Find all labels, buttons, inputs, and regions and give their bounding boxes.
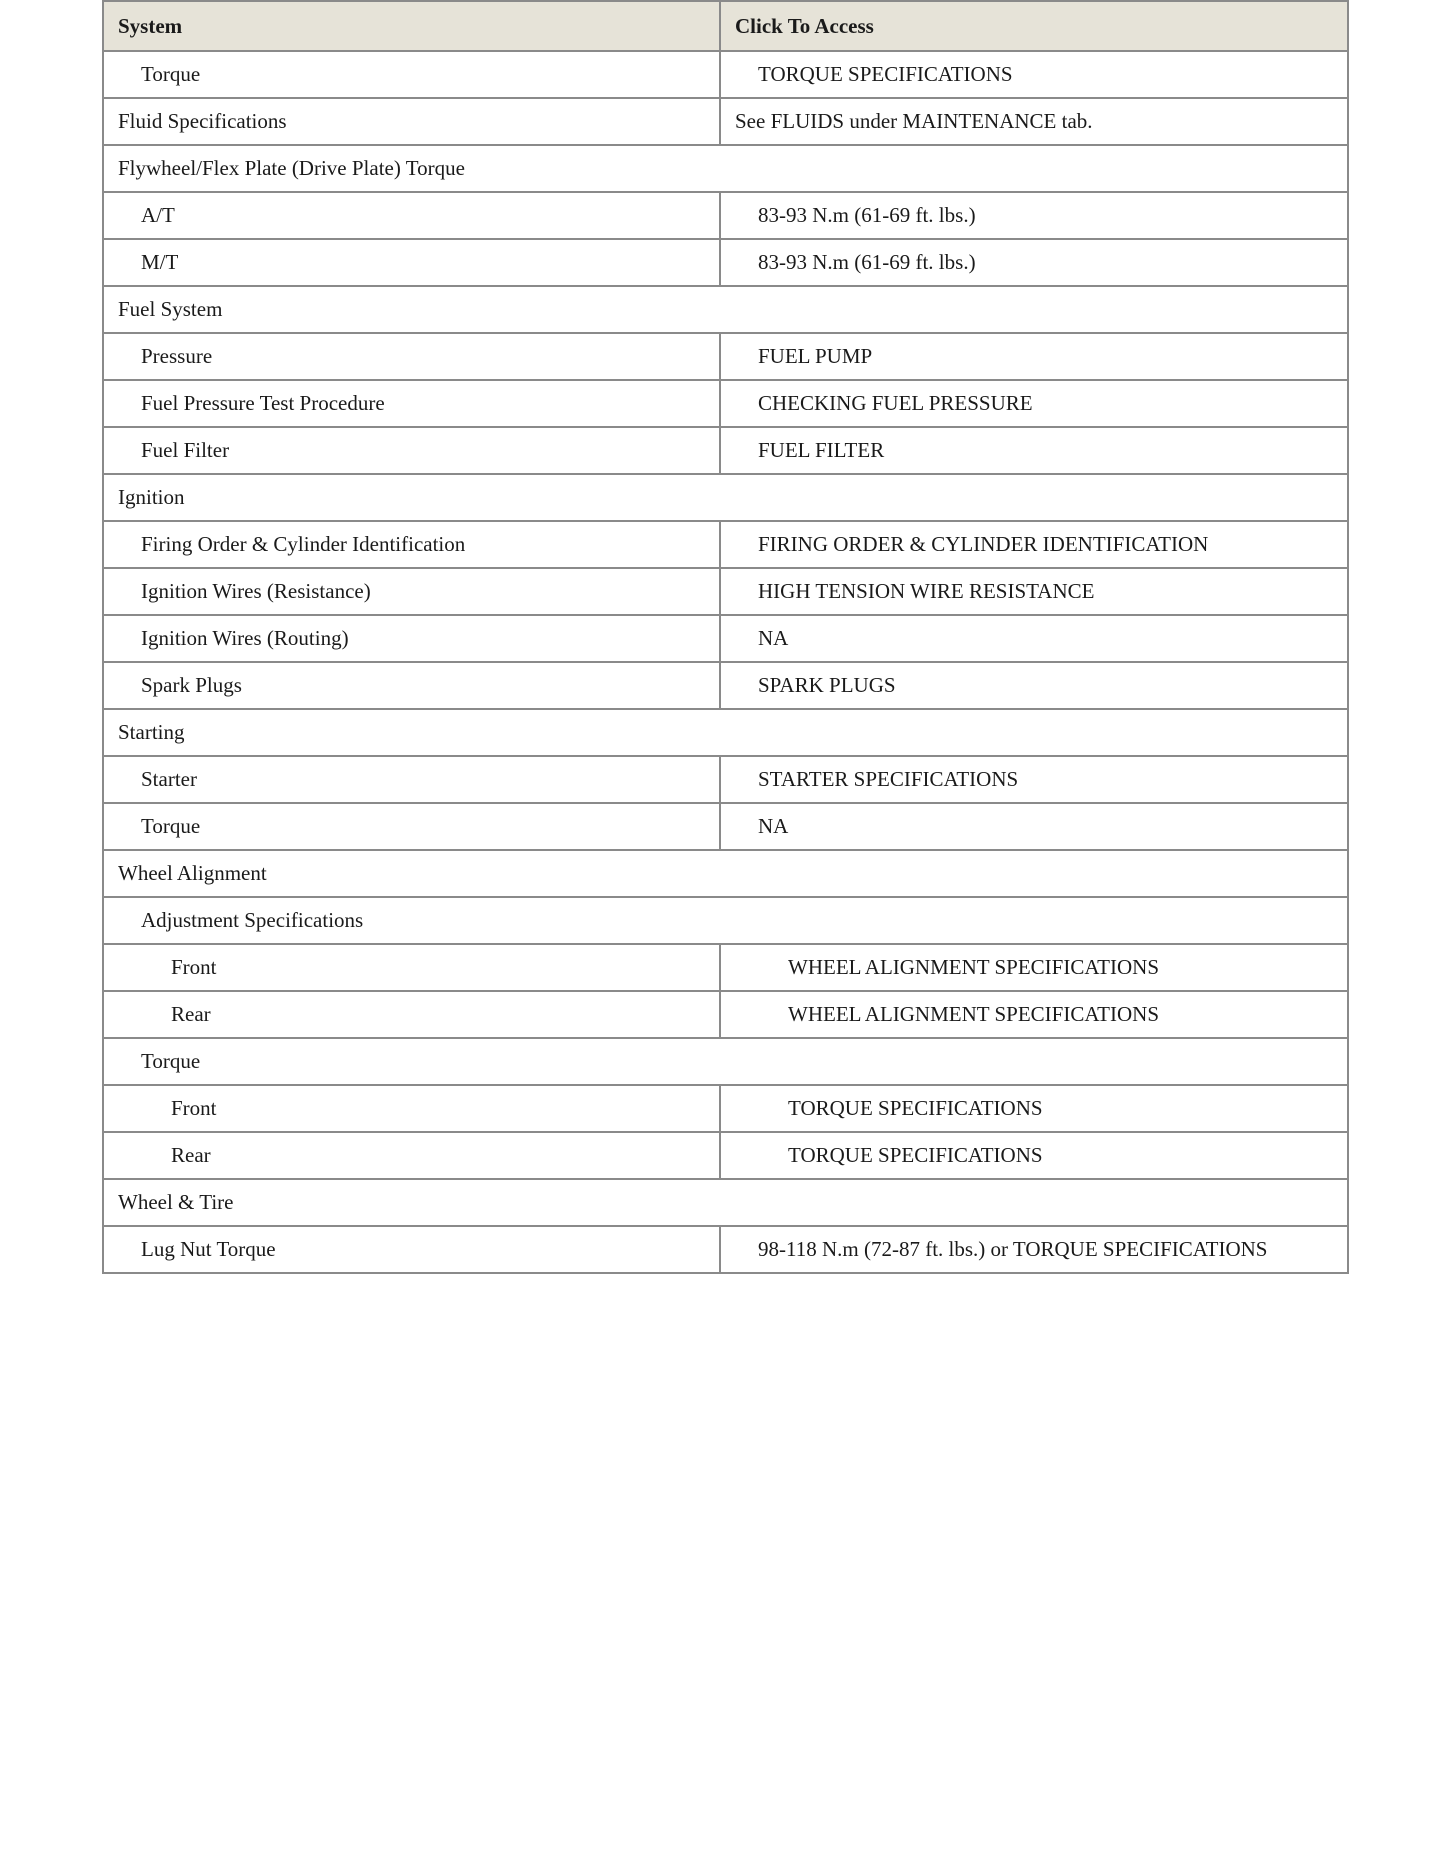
access-link[interactable]: SPARK PLUGS [720,662,1348,709]
section-row [103,474,1348,521]
section-label: Wheel Alignment [103,850,1348,897]
section-row [103,1038,1348,1085]
table-row [103,756,1348,803]
access-link[interactable]: TORQUE SPECIFICATIONS [720,1132,1348,1179]
system-cell: Front [103,1085,720,1132]
header-click-to-access: Click To Access [720,1,1348,51]
section-row [103,145,1348,192]
system-cell: Front [103,944,720,991]
system-cell: Spark Plugs [103,662,720,709]
access-link[interactable]: CHECKING FUEL PRESSURE [720,380,1348,427]
section-label: Wheel & Tire [103,1179,1348,1226]
table-row [103,51,1348,98]
system-cell: A/T [103,192,720,239]
table-header [103,1,1348,51]
section-label: Flywheel/Flex Plate (Drive Plate) Torque [103,145,1348,192]
system-cell: Fluid Specifications [103,98,720,145]
table-row [103,380,1348,427]
system-cell: M/T [103,239,720,286]
access-link[interactable]: FUEL FILTER [720,427,1348,474]
system-cell: Fuel Pressure Test Procedure [103,380,720,427]
section-label: Torque [103,1038,1348,1085]
table-row [103,615,1348,662]
system-cell: Fuel Filter [103,427,720,474]
table-row [103,192,1348,239]
system-cell: Pressure [103,333,720,380]
access-link[interactable]: TORQUE SPECIFICATIONS [720,51,1348,98]
system-cell: Rear [103,1132,720,1179]
section-row [103,897,1348,944]
access-cell: NA [720,803,1348,850]
table-row [103,427,1348,474]
access-cell: See FLUIDS under MAINTENANCE tab. [720,98,1348,145]
access-cell: 83-93 N.m (61-69 ft. lbs.) [720,192,1348,239]
system-cell: Firing Order & Cylinder Identification [103,521,720,568]
table-row [103,662,1348,709]
access-link[interactable]: WHEEL ALIGNMENT SPECIFICATIONS [720,991,1348,1038]
header-row [103,1,1348,51]
table-row [103,568,1348,615]
system-cell: Ignition Wires (Routing) [103,615,720,662]
table-row [103,991,1348,1038]
system-cell: Lug Nut Torque [103,1226,720,1273]
system-cell: Torque [103,51,720,98]
table-row [103,239,1348,286]
section-label: Ignition [103,474,1348,521]
access-cell: 98-118 N.m (72-87 ft. lbs.) or TORQUE SPECIFICATIONS [720,1226,1348,1273]
table-row [103,1085,1348,1132]
access-link[interactable]: WHEEL ALIGNMENT SPECIFICATIONS [720,944,1348,991]
access-cell: 83-93 N.m (61-69 ft. lbs.) [720,239,1348,286]
access-link[interactable]: FIRING ORDER & CYLINDER IDENTIFICATION [720,521,1348,568]
table-row [103,333,1348,380]
system-cell: Rear [103,991,720,1038]
system-cell: Ignition Wires (Resistance) [103,568,720,615]
section-row [103,1179,1348,1226]
table-row [103,803,1348,850]
table-row [103,98,1348,145]
section-row [103,850,1348,897]
table-body [103,51,1348,1273]
section-row [103,286,1348,333]
system-cell: Starter [103,756,720,803]
access-cell: NA [720,615,1348,662]
section-row [103,709,1348,756]
specifications-table [102,0,1349,1274]
table-row [103,944,1348,991]
access-link[interactable]: FUEL PUMP [720,333,1348,380]
access-link[interactable]: HIGH TENSION WIRE RESISTANCE [720,568,1348,615]
section-label: Fuel System [103,286,1348,333]
access-link[interactable]: TORQUE SPECIFICATIONS [720,1085,1348,1132]
section-label: Starting [103,709,1348,756]
table-row [103,1226,1348,1273]
table-row [103,521,1348,568]
access-link[interactable]: STARTER SPECIFICATIONS [720,756,1348,803]
table-row [103,1132,1348,1179]
system-cell: Torque [103,803,720,850]
header-system: System [103,1,720,51]
section-label: Adjustment Specifications [103,897,1348,944]
